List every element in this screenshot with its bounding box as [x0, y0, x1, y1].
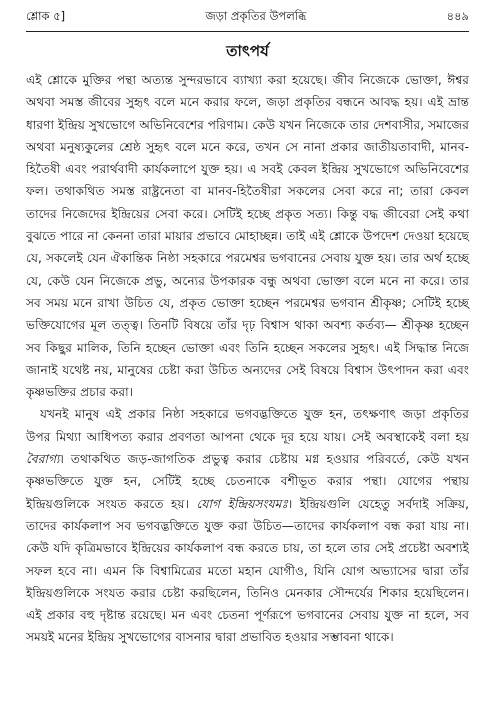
italic-term-vairagya: বৈরাগ্য — [26, 452, 60, 467]
section-title: তাৎপর্য — [226, 42, 269, 60]
page-number: ৪৪৯ — [446, 9, 469, 23]
running-header — [26, 8, 469, 32]
purport-paragraph-1: এই শ্লোকে মুক্তির পন্থা অত্যন্ত সুন্দরভাবে ব্যাখ্যা করা হয়েছে। জীব নিজেকে ভোক্তা, ঈশ্বর অথবা সমস্ত জীবের সুহৃৎ বলে মনে করার ফলে, জড়া প্রকৃতির বন্ধনে আবদ্ধ হয়। এই ভ্রান্ত ধারণা ইন্দ্রিয় সুখভোগে অভিনিবেশের পরিণাম। কেউ যখন নিজেকে তার দেশবাসীর, সমাজের অথবা মনুষ্যকুলের শ্রেষ্ঠ সুহৃৎ বলে মনে করে, তখন সে নানা প্রকার জাতীয়তাবাদী, মানব-হিতৈষী এবং পরার্থবাদী কার্যকলাপে যুক্ত হয়। এ সবই কেবল ইন্দ্রিয় সুখভোগে অভিনিবেশের ফল। তথাকথিত সমস্ত রাষ্ট্রনেতা বা মানব-হিতৈষীরা সকলের সেবা করে না; তারা কেবল তাদের নিজেদের ইন্দ্রিয়ের সেবা করে। সেটিই হচ্ছে প্রকৃত সত্য। কিন্তু বদ্ধ জীবেরা সেই কথা বুঝতে পারে না কেননা তারা মায়ার প্রভাবে মোহাচ্ছন্ন। তাই এই শ্লোকে উপদেশ দেওয়া হয়েছে যে, সকলেই যেন ঐকান্তিক নিষ্ঠা সহকারে পরমেশ্বর ভগবানের সেবায় যুক্ত হয়। তার অর্থ হচ্ছে যে, কেউ যেন নিজেকে প্রভু, অন্যের উপকারক বন্ধু অথবা ভোক্তা বলে মনে না করে। তার সব সময় মনে রাখা উচিত যে, প্রকৃত ভোক্তা হচ্ছেন পরমেশ্বর ভগবান শ্রীকৃষ্ণ; সেটিই হচ্ছে ভক্তিযোগের মূল তত্ত্ব। তিনটি বিষয়ে তাঁর দৃঢ় বিশ্বাস থাকা অবশ্য কর্তব্য— শ্রীকৃষ্ণ হচ্ছেন সব কিছুর মালিক, তিনি হচ্ছেন ভোক্তা এবং তিনি হচ্ছেন সকলের সুহৃৎ। এই সিদ্ধান্ত নিজে জানাই যথেষ্ট নয়, মানুষের চেষ্টা করা উচিত অন্যদের সেই বিষয়ে বিশ্বাস উৎপাদন করা এবং কৃষ্ণভক্তির প্রচার করা। — [26, 73, 469, 400]
italic-term-yoga: যোগ ইন্দ্রিয়সংযমঃ — [196, 496, 288, 511]
chapter-title: জড়া প্রকৃতির উপলব্ধি — [205, 9, 307, 23]
purport-paragraph-2 — [26, 403, 469, 648]
paragraph-2-text-middle: । তথাকথিত জড়-জাগতিক প্রভুত্ব করার চেষ্টায় মগ্ন হওয়ার পরিবর্তে, কেউ যখন কৃষ্ণভক্তিতে যুক্ত হন, সেটিই হচ্ছে চেতনাকে বশীভূত করার পন্থা। যোগের পন্থায় ইন্দ্রিয়গুলিকে সংযত করতে হয়। — [26, 452, 469, 511]
verse-reference: শ্লোক ৫] — [26, 9, 66, 23]
paragraph-2-text-before: যখনই মানুষ এই প্রকার নিষ্ঠা সহকারে ভগবদ্ভক্তিতে যুক্ত হন, তৎক্ষণাৎ জড়া প্রকৃতির উপর মিথ্যা আধিপত্য করার প্রবণতা আপনা থেকে দূর হয়ে যায়। সেই অবস্থাকেই বলা হয় — [26, 407, 469, 444]
paragraph-2-text-after: । ইন্দ্রিয়গুলি যেহেতু সর্বদাই সক্রিয়, তাদের কার্যকলাপ সব ভগবদ্ভক্তিতে যুক্ত করা উচিত—তাদের কার্যকলাপ বন্ধ করা যায় না। কেউ যদি কৃত্রিমভাবে ইন্দ্রিয়ের কার্যকলাপ বন্ধ করতে চায়, তা হলে তার সেই প্রচেষ্টা অবশ্যই সফল হবে না। এমন কি বিশ্বামিত্রের মতো মহান যোগীও, যিনি যোগ অভ্যাসের দ্বারা তাঁর ইন্দ্রিয়গুলিকে সংযত করার চেষ্টা করছিলেন, তিনিও মেনকার সৌন্দর্যের শিকার হয়েছিলেন। এই প্রকার বহু দৃষ্টান্ত রয়েছে। মন এবং চেতনা পূর্ণরূপে ভগবানের সেবায় যুক্ত না হলে, সব সময়ই মনের ইন্দ্রিয় সুখভোগের বাসনার দ্বারা প্রভাবিত হওয়ার সম্ভাবনা থাকে। — [26, 496, 469, 645]
